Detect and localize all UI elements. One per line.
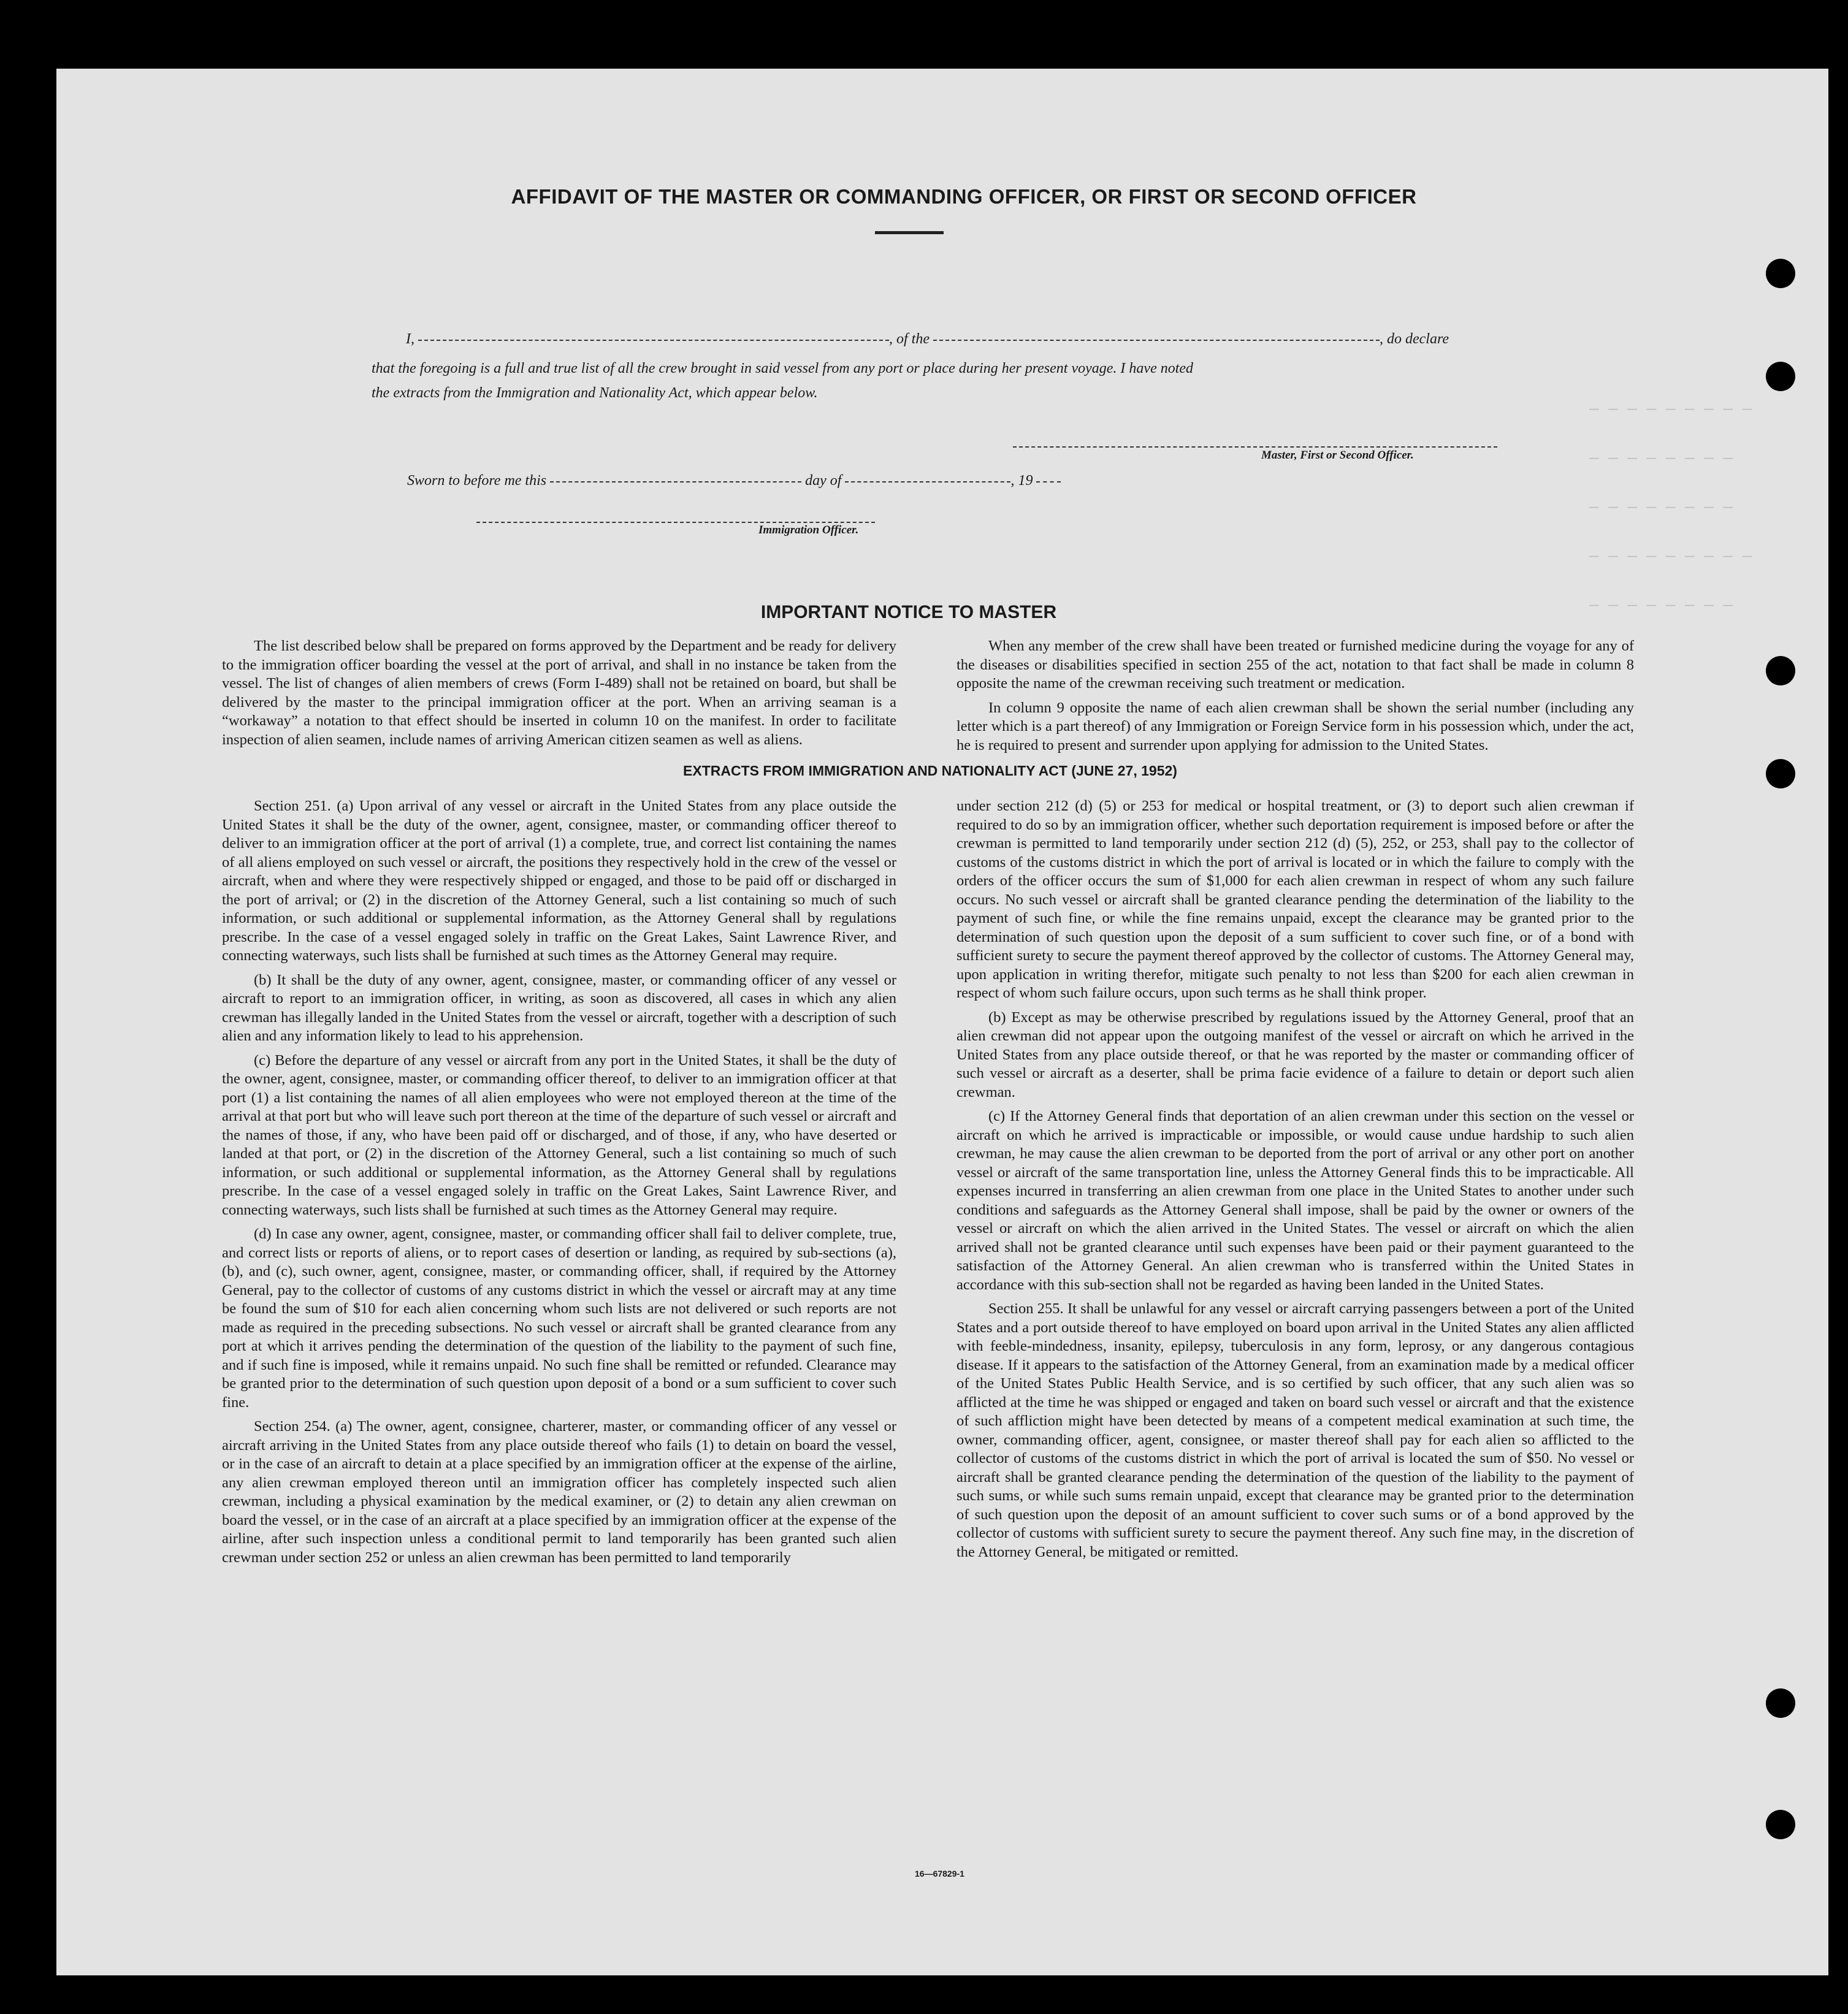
affidavit-line-3: the extracts from the Immigration and Nationality Act, which appear below. (372, 385, 818, 401)
bleed-through: — — — — — — — — (1589, 498, 1733, 516)
punch-hole (1766, 656, 1795, 685)
extracts-left-column (222, 797, 896, 1573)
sworn-month-field[interactable] (845, 481, 1010, 483)
affidavit-line-1 (406, 329, 1559, 349)
officer-signature-field[interactable] (476, 521, 875, 523)
do-declare-label: , do declare (1380, 331, 1449, 347)
title-rule (875, 231, 944, 234)
bleed-through: — — — — — — — — — (1589, 547, 1752, 565)
extract-paragraph: (b) It shall be the duty of any owner, agent, consignee, master, or commanding officer of any vessel or aircraft to report to an immigration officer, in writing, as soon as discovered, all cases in which any alien crewman has illegally landed in the United States from the vessel or aircraft, together with a description of such alien and any information likely to lead to his apprehension. (222, 971, 896, 1044)
extracts-title: EXTRACTS FROM IMMIGRATION AND NATIONALITY ACT (JUNE 27, 1952) (683, 763, 1177, 779)
sworn-line (407, 470, 1266, 491)
document-page (56, 69, 1828, 1975)
form-code: 16—67829-1 (915, 1869, 964, 1879)
name-field[interactable] (418, 339, 889, 341)
master-signature-label: Master, First or Second Officer. (1261, 449, 1414, 462)
extract-paragraph: under section 212 (d) (5) or 253 for medical or hospital treatment, or (3) to deport such alien crewman if required to do so by an immigration officer, whether such deportation requirement is imposed before or after the crewman is permitted to land temporarily under section 212 (d) (5), 252, or 253, shall pay to the collector of customs of the customs district in which the port of arrival is located or in which the failure to comply with the orders of the officer occurs the sum of $1,000 for each alien crewman in respect of whom any such failure occurs. No such vessel or aircraft shall be granted clearance pending the determination of the liability to the payment of such fine, or while the fine remains unpaid, except the clearance may be granted prior to the determination of such question upon the deposit of a sum sufficient to cover such fine, or of a bond with sufficient surety to secure the payment thereof approved by the collector of customs. The Attorney General may, upon application in writing therefor, mitigate such penalty to not less than $200 for each alien crewman in respect of whom such failure occurs, upon such terms as he shall think proper. (956, 798, 1634, 1001)
sworn-day-field[interactable] (550, 481, 801, 483)
notice-title: IMPORTANT NOTICE TO MASTER (760, 602, 1057, 622)
punch-hole (1766, 362, 1795, 391)
punch-hole (1766, 1688, 1795, 1718)
punch-hole (1766, 759, 1795, 788)
year-label: , 19 (1010, 473, 1033, 489)
bleed-through: — — — — — — — — — (1589, 400, 1752, 418)
extract-paragraph: (d) In case any owner, agent, consignee, master, or commanding officer shall fail to deliver complete, true, and correct lists or reports of aliens, or to report cases of desertion or landing, as required by sub-sections (a), (b), and (c), such owner, agent, consignee, master, or commanding officer, shall, if required by the Attorney General, pay to the collector of customs of any customs district in which the vessel or aircraft may at any time be found the sum of $10 for each alien concerning whom such lists are not delivered or such reports are not made as required in the preceding subsections. No such vessel or aircraft shall be granted clearance from any port at which it arrives pending the determination of the question of the liability to the payment of such fine, and if such fine is imposed, while it remains unpaid. No such fine shall be remitted or refunded. Clearance may be granted prior to the determination of such question upon deposit of a bond or a sum sufficient to cover such fine. (222, 1226, 896, 1411)
extract-paragraph: (c) Before the departure of any vessel or aircraft from any port in the United States, it shall be the duty of the owner, agent, consignee, master, or commanding officer thereof, to deliver to an immigration officer at that port (1) a list containing the names of all alien employees who were not employed thereon at the time of the arrival at that port but who will leave such port thereon at the time of the departure of such vessel or aircraft and the names of those, if any, who have been paid off or discharged, and of those, if any, who have deserted or landed at that port, or (2) in the discretion of the Attorney General, such a list containing so much of such information, or such additional or supplemental information, as the Attorney General shall by regulations prescribe. In the case of a vessel engaged solely in traffic on the Great Lakes, Saint Lawrence River, and connecting waterways, such lists shall be furnished at such times as the Attorney General may require. (222, 1051, 896, 1218)
extracts-right-column (956, 797, 1634, 1567)
extract-paragraph: (c) If the Attorney General finds that deportation of an alien crewman under this section on the vessel or aircraft on which he arrived is impracticable or impossible, or would cause undue hardship to such alien crewman, he may cause the alien crewman to be deported from the port of arrival or any other port on another vessel or aircraft of the same transportation line, unless the Attorney General finds this to be impracticable. All expenses incurred in transferring an alien crewman from one place in the United States to another under such conditions and safeguards as the Attorney General shall impose, shall be paid by the owner or owners of the vessel or aircraft on which the alien arrived in the United States. The vessel or aircraft on which the alien arrived shall not be granted clearance until such expenses have been paid or their payment guaranteed to the satisfaction of the Attorney General. An alien crewman who is transferred within the United States in accordance with this sub-section shall not be regarded as having been landed in the United States. (956, 1108, 1634, 1293)
affidavit-line-2: that the foregoing is a full and true list of all the crew brought in said vessel from any port or place during her present voyage. I have noted (372, 360, 1194, 376)
extract-paragraph: Section 251. (a) Upon arrival of any vessel or aircraft in the United States from any place outside the United States it shall be the duty of the owner, agent, consignee, master, or commanding officer thereof to deliver to an immigration officer at the port of arrival (1) a complete, true, and correct list containing the names of all aliens employed on such vessel or aircraft, the positions they respectively hold in the crew of the vessel or aircraft, when and where they were respectively shipped or engaged, and those to be paid off or discharged in the port of arrival; or (2) in the discretion of the Attorney General, such a list containing so much of such information, or such additional or supplemental information, as the Attorney General shall by regulations prescribe. In the case of a vessel engaged solely in traffic on the Great Lakes, Saint Lawrence River, and connecting waterways, such lists shall be furnished at such times as the Attorney General may require. (222, 798, 896, 964)
officer-signature-label: Immigration Officer. (758, 524, 859, 536)
notice-paragraph: The list described below shall be prepared on forms approved by the Department and be ready for delivery to the immigration officer boarding the vessel at the port of arrival, and shall in no instance be taken from the vessel. The list of changes of alien members of crews (Form I-489) shall not be retained on board, but shall be delivered by the master to the principal immigration officer at the port. When an arriving seaman is a “workaway” a notation to that effect should be inserted in column 10 on the manifest. In order to facilitate inspection of alien seamen, include names of arriving American citizen seamen as well as aliens. (222, 638, 896, 748)
notice-paragraph: When any member of the crew shall have been treated or furnished medicine during the voyage for any of the diseases or disabilities specified in section 255 of the act, notation to that fact shall be made in column 8 opposite the name of the crewman receiving such treatment or medication. (956, 638, 1634, 692)
affidavit-title: AFFIDAVIT OF THE MASTER OR COMMANDING OFFICER, OR FIRST OR SECOND OFFICER (511, 185, 1417, 208)
extract-paragraph: (b) Except as may be otherwise prescribed by regulations issued by the Attorney General, proof that an alien crewman did not appear upon the outgoing manifest of the vessel or aircraft on which he arrived in the United States from any place outside thereof, or that he was reported by the master or commanding officer of such vessel or aircraft as a deserter, shall be prima facie evidence of a failure to detain or deport such alien crewman. (956, 1009, 1634, 1100)
punch-hole (1766, 1810, 1795, 1839)
sworn-label: Sworn to before me this (407, 473, 547, 489)
extract-paragraph: Section 254. (a) The owner, agent, consignee, charterer, master, or commanding officer of any vessel or aircraft arriving in the United States from any place outside thereof who fails (1) to detain on board the vessel, or in the case of an aircraft to detain at a place specified by an immigration officer at the expense of the airline, any alien crewman employed thereon until an immigration officer has completely inspected such alien crewman, including a physical examination by the medical examiner, or (2) to detain any alien crewman on board the vessel, or in the case of an aircraft at a place specified by an immigration officer at the expense of the airline, after such inspection unless a conditional permit to land temporarily has been granted such alien crewman under section 252 or unless an alien crewman has been permitted to land temporarily (222, 1418, 896, 1566)
bleed-through: — — — — — — — — (1589, 596, 1733, 614)
punch-hole (1766, 259, 1795, 288)
day-of-label: day of (805, 473, 842, 489)
extract-paragraph: Section 255. It shall be unlawful for any vessel or aircraft carrying passengers between a port of the United States and a port outside thereof to have employed on board upon arrival in the United States any alien afflicted with feeble-mindedness, insanity, epilepsy, tuberculosis in any form, leprosy, or any dangerous contagious disease. If it appears to the satisfaction of the Attorney General, from an examination made by a medical officer of the United States Public Health Service, and is so certified by such officer, that any such alien was so afflicted at the time he was shipped or engaged and taken on board such vessel or aircraft and that the existence of such affliction might have been detected by means of a competent medical examination at such time, the owner, commanding officer, agent, consignee, or master thereof shall pay for each alien so afflicted to the collector of customs of the customs district in which the port of arrival is located the sum of $50. No vessel or aircraft shall be granted clearance pending the determination of the question of the liability to the payment of such sums, or while such sums remain unpaid, except that clearance may be granted prior to the determination of such question upon the deposit of an amount sufficient to cover such sums or of a bond approved by the collector of customs with sufficient surety to secure the payment thereof. Any such fine may, in the discretion of the Attorney General, be mitigated or remitted. (956, 1300, 1634, 1560)
notice-paragraph: In column 9 opposite the name of each alien crewman shall be shown the serial number (including any letter which is a part thereof) of any Immigration or Foreign Service form in his possession which, under the act, he is required to present and surrender upon applying for admission to the United States. (956, 699, 1634, 753)
sworn-year-field[interactable] (1036, 481, 1061, 483)
notice-right-column (956, 637, 1634, 760)
affidavit-i-label: I, (406, 331, 414, 347)
of-the-label: , of the (889, 331, 930, 347)
bleed-through: — — — — — — — — (1589, 449, 1733, 467)
master-signature-field[interactable] (1013, 446, 1497, 448)
vessel-field[interactable] (933, 339, 1380, 341)
notice-left-column (222, 637, 896, 755)
